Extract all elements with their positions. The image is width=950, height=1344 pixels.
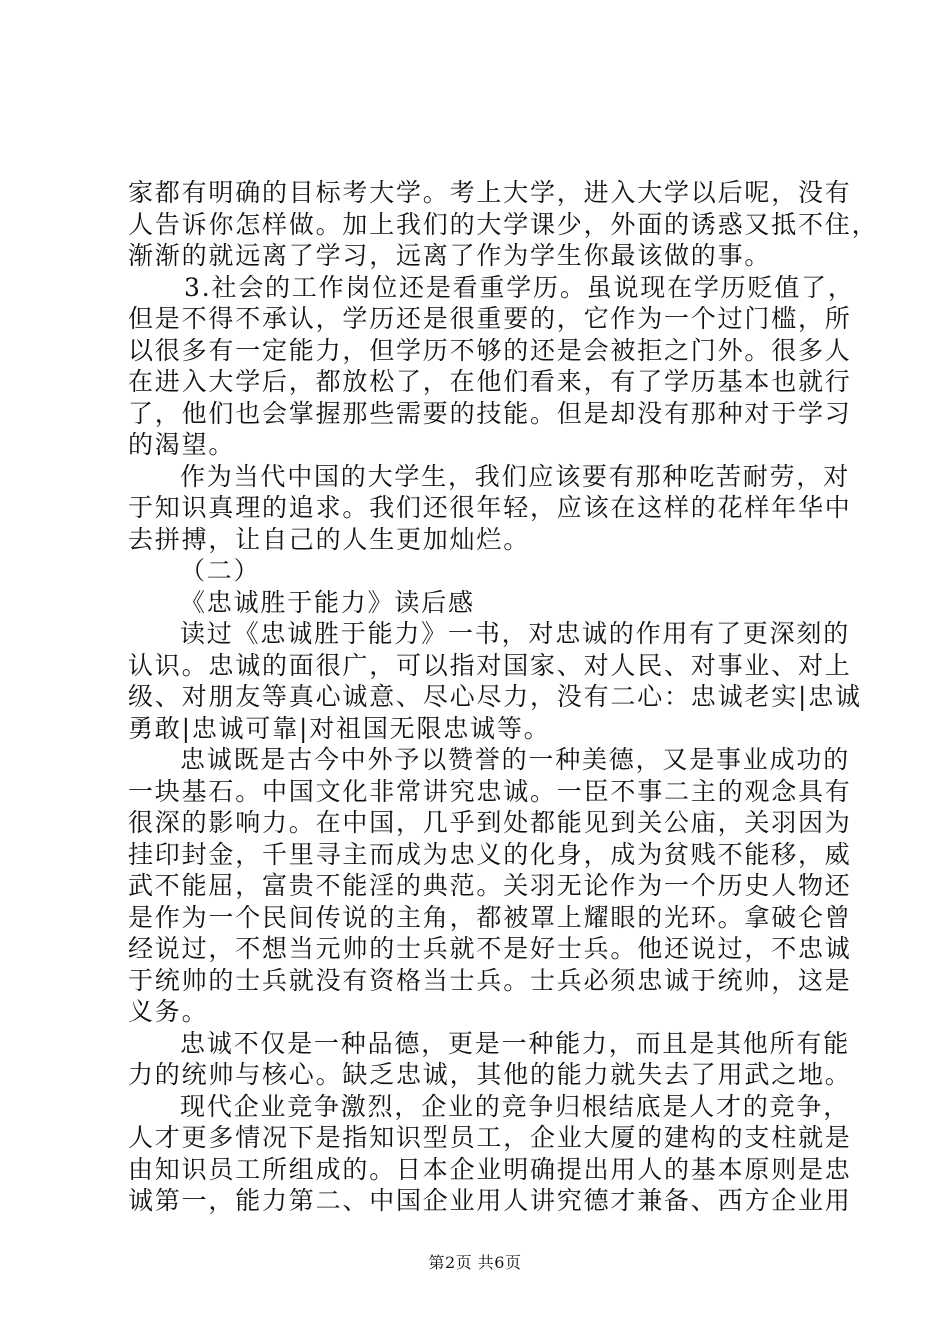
section-number: （二） [180,556,261,585]
text-line: 但是不得不承认，学历还是很重要的，它作为一个过门槛，所 [128,304,852,333]
text-line: 了，他们也会掌握那些需要的技能。但是却没有那种对于学习 [128,398,852,428]
document-body [128,177,879,1217]
text-line: 在进入大学后，都放松了，在他们看来，有了学历基本也就行 [128,367,852,396]
text-line: 家都有明确的目标考大学。考上大学，进入大学以后呢，没有 [128,178,852,207]
text-line: 读过《忠诚胜于能力》一书，对忠诚的作用有了更深刻的 [180,619,851,648]
text-line: 一块基石。中国文化非常讲究忠诚。一臣不事二主的观念具有 [128,776,852,806]
text-line: 很深的影响力。在中国，几乎到处都能见到关公庙，关羽因为 [128,808,852,837]
text-line: 认识。忠诚的面很广，可以指对国家、对人民、对事业、对上 [128,650,852,680]
text-line: 于统帅的士兵就没有资格当士兵。士兵必须忠诚于统帅，这是 [128,965,852,995]
text-line: 渐渐的就远离了学习，远离了作为学生你最该做的事。 [128,241,772,270]
text-line: 是作为一个民间传说的主角，都被罩上耀眼的光环。拿破仑曾 [128,902,852,932]
page-number-footer: 第2页 共6页 [428,1253,522,1272]
text-line: 去拼搏，让自己的人生更加灿烂。 [128,524,531,554]
text-line: 3.社会的工作岗位还是看重学历。虽说现在学历贬值了， [184,272,855,302]
text-line: 人才更多情况下是指知识型员工，企业大厦的建构的支柱就是 [128,1123,852,1152]
text-line: 于知识真理的追求。我们还很年轻，应该在这样的花样年华中 [128,493,852,522]
text-line: 勇敢|忠诚可靠|对祖国无限忠诚等。 [128,713,551,743]
text-line: 的渴望。 [128,430,236,459]
text-line: 经说过，不想当元帅的士兵就不是好士兵。他还说过，不忠诚 [128,934,852,963]
text-line: 级、对朋友等真心诚意、尽心尽力，没有二心：忠诚老实|忠诚 [128,682,862,711]
text-line: 现代企业竞争激烈，企业的竞争归根结底是人才的竞争， [180,1091,851,1121]
text-line: 忠诚不仅是一种品德，更是一种能力，而且是其他所有能 [180,1028,851,1058]
text-line: 力的统帅与核心。缺乏忠诚，其他的能力就失去了用武之地。 [128,1060,852,1089]
text-line: 人告诉你怎样做。加上我们的大学课少，外面的诱惑又抵不住， [128,209,879,239]
text-line: 义务。 [128,997,209,1026]
text-line: 挂印封金，千里寻主而成为忠义的化身，成为贫贱不能移，威 [128,839,852,869]
text-line: 作为当代中国的大学生，我们应该要有那种吃苦耐劳，对 [180,461,851,491]
text-line: 武不能屈，富贵不能淫的典范。关羽无论作为一个历史人物还 [128,871,852,900]
text-line: 忠诚既是古今中外予以赞誉的一种美德，又是事业成功的 [180,745,851,774]
text-line: 诚第一，能力第二、中国企业用人讲究德才兼备、西方企业用 [128,1186,852,1215]
section-title: 《忠诚胜于能力》读后感 [180,587,475,617]
text-line: 以很多有一定能力，但学历不够的还是会被拒之门外。很多人 [128,335,852,365]
text-line: 由知识员工所组成的。日本企业明确提出用人的基本原则是忠 [128,1154,852,1184]
